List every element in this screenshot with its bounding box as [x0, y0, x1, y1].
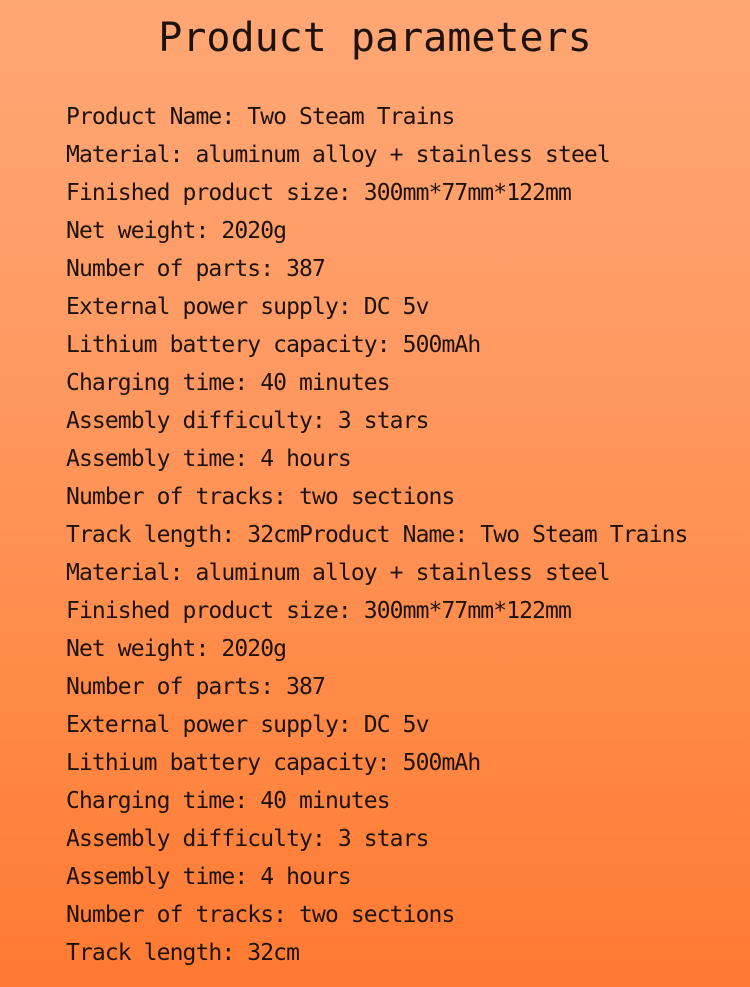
parameter-line: Material: aluminum alloy + stainless steel — [66, 560, 610, 586]
parameter-line: Number of tracks: two sections — [66, 484, 455, 510]
parameter-line: External power supply: DC 5v — [66, 294, 429, 320]
parameter-line: Product Name: Two Steam Trains — [66, 104, 455, 130]
parameter-line: Assembly time: 4 hours — [66, 864, 351, 890]
parameter-line: Assembly time: 4 hours — [66, 446, 351, 472]
parameter-line: Charging time: 40 minutes — [66, 370, 390, 396]
parameter-line: Lithium battery capacity: 500mAh — [66, 750, 481, 776]
parameter-line: Net weight: 2020g — [66, 218, 287, 244]
parameter-line: External power supply: DC 5v — [66, 712, 429, 738]
page-title: Product parameters — [158, 15, 592, 61]
parameter-line: Track length: 32cmProduct Name: Two Steam Trains — [66, 522, 688, 548]
parameter-line: Finished product size: 300mm*77mm*122mm — [66, 598, 571, 624]
parameter-list — [66, 98, 746, 972]
parameter-line: Finished product size: 300mm*77mm*122mm — [66, 180, 571, 206]
parameter-line: Net weight: 2020g — [66, 636, 287, 662]
parameter-line: Number of parts: 387 — [66, 256, 325, 282]
parameter-line: Assembly difficulty: 3 stars — [66, 826, 429, 852]
parameter-line: Number of parts: 387 — [66, 674, 325, 700]
parameter-line: Charging time: 40 minutes — [66, 788, 390, 814]
parameter-line: Number of tracks: two sections — [66, 902, 455, 928]
parameter-line: Track length: 32cm — [66, 940, 300, 966]
parameter-line: Lithium battery capacity: 500mAh — [66, 332, 481, 358]
parameter-line: Assembly difficulty: 3 stars — [66, 408, 429, 434]
parameter-line: Material: aluminum alloy + stainless steel — [66, 142, 610, 168]
